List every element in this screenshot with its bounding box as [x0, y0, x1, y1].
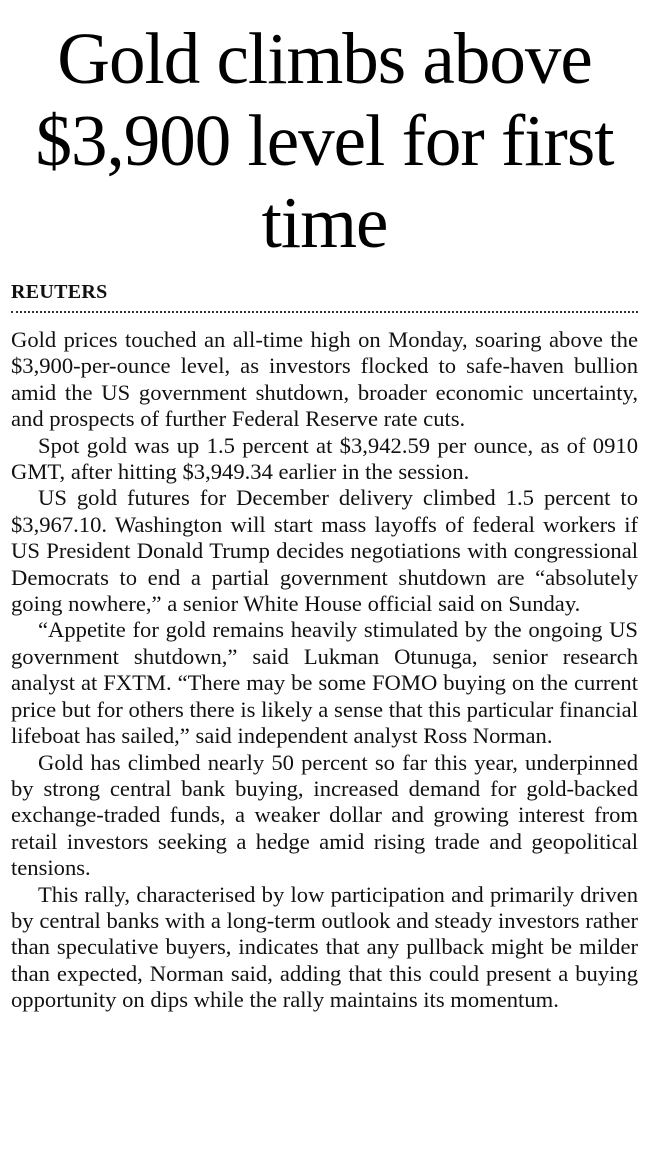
news-article — [11, 18, 638, 1014]
byline: REUTERS — [11, 281, 108, 303]
dotted-divider — [11, 311, 638, 313]
paragraph: Spot gold was up 1.5 percent at $3,942.59 per ounce, as of 0910 GMT, after hitting $3,949.34 earlier in the session. — [11, 432, 638, 485]
paragraph: Gold prices touched an all-time high on Monday, soaring above the $3,900-per-ounce level, as investors flocked to safe-haven bullion amid the US government shutdown, broader economic uncertainty, and prospects of further Federal Reserve rate cuts. — [11, 327, 638, 432]
article-body — [11, 327, 638, 1014]
paragraph: US gold futures for December delivery climbed 1.5 percent to $3,967.10. Washington will start mass layoffs of federal workers if US President Donald Trump decides negotiations with congressional Democrats to end a partial government shutdown are “absolutely going nowhere,” a senior White House official said on Sunday. — [11, 485, 638, 617]
paragraph: “Appetite for gold remains heavily stimulated by the ongoing US government shutdown,” said Lukman Otunuga, senior research analyst at FXTM. “There may be some FOMO buying on the current price but for others there is likely a sense that this particular financial lifeboat has sailed,” said independent analyst Ross Norman. — [11, 617, 638, 749]
headline: Gold climbs above $3,900 level for first time — [35, 18, 614, 263]
paragraph: This rally, characterised by low participation and primarily driven by central banks with a long-term outlook and steady investors rather than speculative buyers, indicates that any pullback might be milder than expected, Norman said, adding that this could present a buying opportunity on dips while the rally maintains its momentum. — [11, 881, 638, 1013]
paragraph: Gold has climbed nearly 50 percent so far this year, underpinned by strong central bank buying, increased demand for gold-backed exchange-traded funds, a weaker dollar and growing interest from retail investors seeking a hedge amid rising trade and geopolitical tensions. — [11, 749, 638, 881]
